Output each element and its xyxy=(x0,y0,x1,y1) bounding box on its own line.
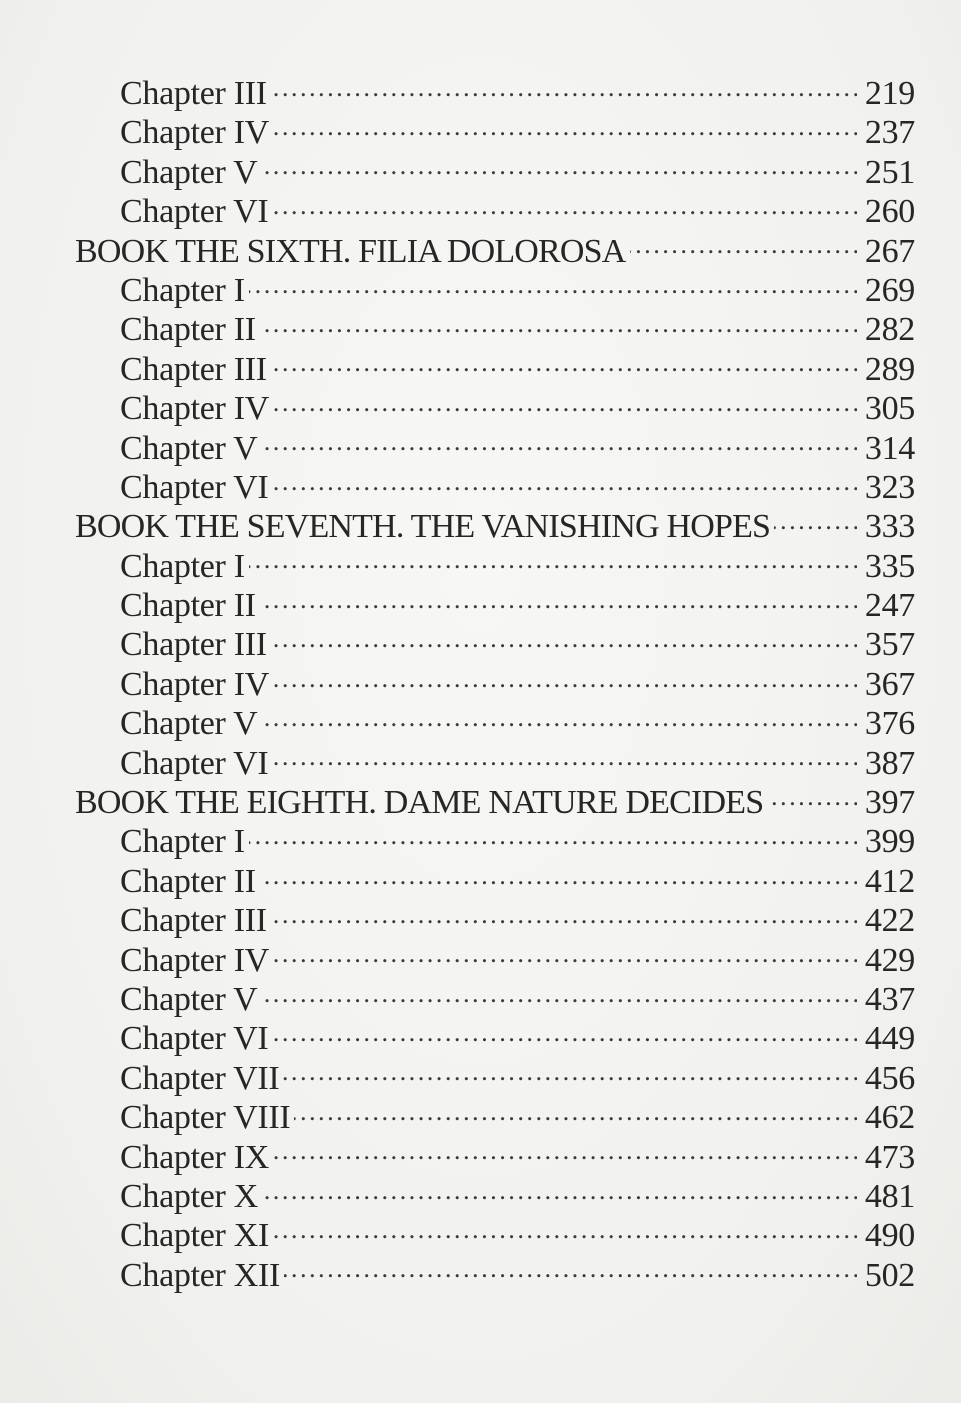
toc-entry-title: Chapter IV xyxy=(120,390,270,428)
toc-entry-title: Chapter VI xyxy=(120,193,269,231)
dot-leader xyxy=(249,543,857,577)
toc-chapter-entry xyxy=(75,582,915,625)
dot-leader xyxy=(261,976,857,1010)
toc-page-number: 502 xyxy=(864,1256,915,1294)
toc-chapter-entry xyxy=(75,937,915,979)
toc-entry-title: BOOK THE SIXTH. FILIA DOLOROSA xyxy=(75,232,626,270)
toc-chapter-entry xyxy=(75,267,915,309)
toc-chapter-entry xyxy=(75,897,915,940)
dot-leader xyxy=(272,1015,857,1049)
toc-page-number: 219 xyxy=(864,75,915,112)
dot-leader xyxy=(262,1173,857,1207)
toc-entry-title: Chapter III xyxy=(120,902,267,940)
toc-page-number: 412 xyxy=(864,862,915,900)
toc-chapter-entry xyxy=(75,1173,915,1215)
toc-page-number: 422 xyxy=(864,902,915,940)
toc-page-number: 376 xyxy=(864,705,915,743)
toc-chapter-entry xyxy=(75,976,915,1018)
toc-entry-title: Chapter XII xyxy=(120,1256,281,1294)
toc-page-number: 323 xyxy=(864,468,915,506)
dot-leader xyxy=(261,149,857,183)
toc-entry-title: Chapter V xyxy=(120,429,258,467)
toc-page-number: 429 xyxy=(864,941,915,979)
toc-chapter-entry xyxy=(75,1134,915,1176)
toc-entry-title: Chapter I xyxy=(120,547,245,585)
toc-page-number: 267 xyxy=(864,232,915,270)
toc-chapter-entry xyxy=(75,346,915,388)
dot-leader xyxy=(630,228,857,262)
toc-chapter-entry xyxy=(75,306,915,349)
toc-entry-title: Chapter I xyxy=(120,823,245,861)
dot-leader xyxy=(273,385,857,419)
toc-entry-title: Chapter V xyxy=(120,153,258,191)
dot-leader xyxy=(249,818,857,852)
toc-entry-title: Chapter VIII xyxy=(120,1099,291,1137)
toc-page-number: 456 xyxy=(864,1059,915,1097)
dot-leader xyxy=(774,503,857,537)
dot-leader xyxy=(249,267,857,301)
toc-chapter-entry xyxy=(75,464,915,506)
toc-chapter-entry xyxy=(75,543,915,585)
toc-chapter-entry xyxy=(75,740,915,782)
toc-chapter-entry xyxy=(75,1094,915,1137)
dot-leader xyxy=(294,1094,857,1128)
toc-entry-title: Chapter II xyxy=(120,587,256,625)
toc-page-number: 251 xyxy=(864,153,915,191)
toc-chapter-entry xyxy=(75,70,915,112)
toc-entry-title: Chapter XI xyxy=(120,1217,270,1255)
toc-page-number: 335 xyxy=(864,547,915,585)
toc-page-number: 462 xyxy=(864,1099,915,1137)
dot-leader xyxy=(261,700,857,734)
toc-book-heading xyxy=(75,779,915,822)
toc-chapter-entry xyxy=(75,109,915,152)
toc-page-number: 473 xyxy=(864,1138,915,1176)
dot-leader xyxy=(273,937,857,971)
dot-leader xyxy=(273,109,857,143)
dot-leader xyxy=(272,464,857,498)
dot-leader xyxy=(271,621,857,655)
toc-page-number: 282 xyxy=(864,311,915,349)
toc-entry-title: Chapter VI xyxy=(120,1020,269,1058)
toc-entry-title: Chapter III xyxy=(120,350,267,388)
dot-leader xyxy=(272,188,857,222)
toc-chapter-entry xyxy=(75,700,915,743)
toc-book-heading xyxy=(75,503,915,546)
toc-entry-title: Chapter II xyxy=(120,862,256,900)
toc-page-number: 481 xyxy=(864,1177,915,1215)
dot-leader xyxy=(273,1134,857,1168)
toc-entry-title: BOOK THE EIGHTH. DAME NATURE DECIDES xyxy=(75,784,764,822)
toc-chapter-entry xyxy=(75,1212,915,1255)
toc-chapter-entry xyxy=(75,621,915,664)
toc-page-number: 399 xyxy=(864,823,915,861)
toc-entry-title: Chapter VI xyxy=(120,468,269,506)
toc-chapter-entry xyxy=(75,1015,915,1058)
toc-entry-title: Chapter IV xyxy=(120,941,270,979)
toc-entry-title: Chapter II xyxy=(120,311,256,349)
toc-chapter-entry xyxy=(75,385,915,428)
toc-page-number: 247 xyxy=(864,587,915,625)
toc-entry-title: Chapter III xyxy=(120,626,267,664)
table-of-contents xyxy=(75,70,915,1294)
toc-entry-title: Chapter IX xyxy=(120,1138,270,1176)
dot-leader xyxy=(260,858,857,892)
toc-page-number: 397 xyxy=(864,784,915,822)
dot-leader xyxy=(271,897,857,931)
toc-entry-title: Chapter VII xyxy=(120,1059,280,1097)
toc-chapter-entry xyxy=(75,661,915,703)
toc-chapter-entry xyxy=(75,149,915,191)
toc-page-number: 367 xyxy=(864,665,915,703)
dot-leader xyxy=(273,661,857,695)
toc-page-number: 357 xyxy=(864,626,915,664)
dot-leader xyxy=(260,306,857,340)
toc-chapter-entry xyxy=(75,425,915,467)
toc-page-number: 305 xyxy=(864,390,915,428)
dot-leader xyxy=(767,779,857,813)
toc-entry-title: BOOK THE SEVENTH. THE VANISHING HOPES xyxy=(75,508,771,546)
toc-page-number: 490 xyxy=(864,1217,915,1255)
toc-entry-title: Chapter I xyxy=(120,271,245,309)
toc-page-number: 237 xyxy=(864,114,915,152)
dot-leader xyxy=(271,70,857,104)
toc-page-number: 269 xyxy=(864,271,915,309)
toc-chapter-entry xyxy=(75,818,915,861)
dot-leader xyxy=(283,1055,857,1089)
toc-entry-title: Chapter IV xyxy=(120,665,270,703)
toc-entry-title: Chapter VI xyxy=(120,744,269,782)
toc-chapter-entry xyxy=(75,858,915,900)
toc-entry-title: Chapter V xyxy=(120,705,258,743)
toc-chapter-entry xyxy=(75,188,915,231)
toc-page-number: 314 xyxy=(864,429,915,467)
toc-page-number: 437 xyxy=(864,980,915,1018)
dot-leader xyxy=(272,740,857,774)
toc-page-number: 289 xyxy=(864,350,915,388)
dot-leader xyxy=(260,582,857,616)
dot-leader xyxy=(271,346,857,380)
toc-page-number: 449 xyxy=(864,1020,915,1058)
dot-leader xyxy=(284,1252,857,1286)
toc-entry-title: Chapter X xyxy=(120,1177,258,1215)
toc-entry-title: Chapter III xyxy=(120,75,267,112)
toc-chapter-entry xyxy=(75,1252,915,1294)
toc-page-number: 333 xyxy=(864,508,915,546)
toc-book-heading xyxy=(75,228,915,270)
toc-entry-title: Chapter IV xyxy=(120,114,270,152)
toc-entry-title: Chapter V xyxy=(120,980,258,1018)
toc-page-number: 260 xyxy=(864,193,915,231)
dot-leader xyxy=(261,425,857,459)
toc-chapter-entry xyxy=(75,1055,915,1097)
dot-leader xyxy=(273,1212,857,1246)
toc-page-number: 387 xyxy=(864,744,915,782)
